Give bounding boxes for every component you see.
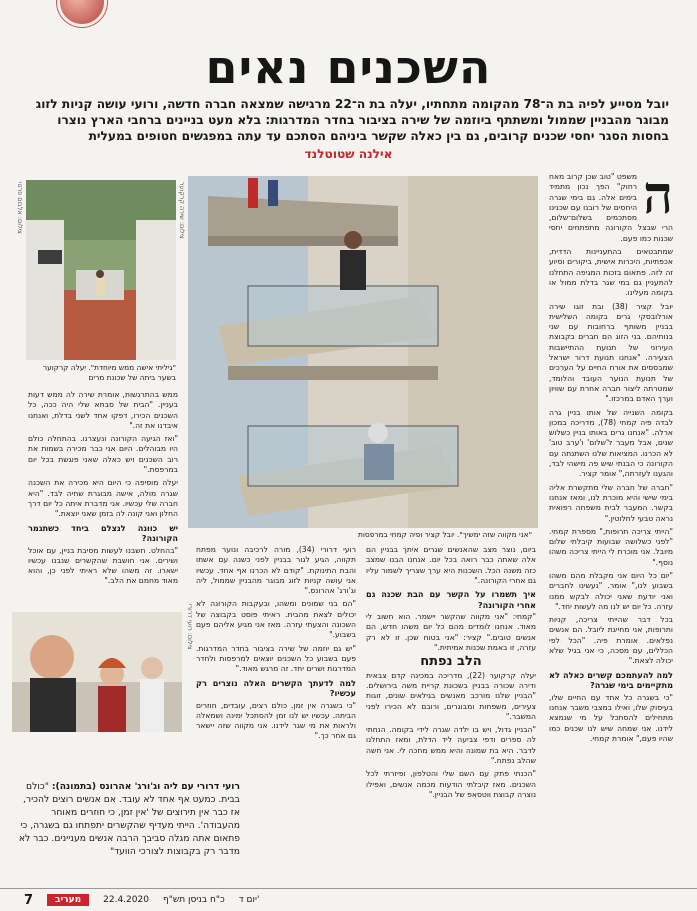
paragraph: "חברה של חברה שלי מתקשרת אליה בימי שישי והיא מוכרת לנו, ומאז אנחנו בקשר. המעבר לבית משפחה רפואית נראה טבעי לחלוטין." xyxy=(549,482,673,523)
headline: השכנים נאים xyxy=(205,40,492,94)
paragraph: "ואז הגיעה הקורונה ונעצרנו. בהתחלה כולם היו מבוהלים. היום אני כבר מכירה בשמות את רוב השכנים ויש כאלה שאני פוגשת בכל יום במרפסת." xyxy=(28,434,178,475)
article-column-3 xyxy=(28,390,178,590)
paragraph: יובל קציר (38) ובת זוגו שירה אורלובסקי גרים בקומה השלישית בבניין משותף ברחובות עם שני בנותיהם. בני הזוג הם חברים בקבוצת העירוני של תנועת ההתיישבות הצעירה. "אנחנו תנועת דרור ישראל שמבססים את אורח החיים על הערכים של תנועת הנוער העובד והלומד, שמטרתה ליצור חברה אחרת עם שוויון וערך האדם במרכזו." xyxy=(549,301,673,404)
deck-text: יובל מסייע לפיה בת ה־78 מהקומה מתחתיו, יעלה בת ה־22 מרגישה שמצאה חברה חדשה, ורועי עושה קניות לזוג מבוגר מהבניין שממול ומשתתף ביוזמה של שירה בציבור בחדר המדרגות: בלא מעט בניינים ברחבי הארץ נוצרו בחסות הסגר יחסי שכנים קרובים, גם בין כאלה שקשר ביניהם הסתכם עד עתה במפגשים חטופים במעלית xyxy=(35,97,669,143)
subheading: למה להעתמכם קשרים כאלה לא מתקיימים בימי שגרה? xyxy=(549,669,673,691)
paragraph: רועי דרורי (34), מורה לרכיבה ונוער מפתח תקווה, הגיע לגור בבניין לפני כשנה עם אשתו והבת התינוקת. "קודם לא הכרנו אף אחד. עכשיו אני עושה קניות לזוג מבוגר מהבניין שממול, ליה וג'ורג' אהרונס." xyxy=(196,545,356,596)
paragraph: משפט "טוב שכן קרוב מאח רחוק" הפך נכון מתמיד בימים אלה. גם בימי שגרה היחסים של רובנו עם שכנינו מסתכמים בשלום־שלום, הרי שבצל הקורונה מתפתחים יחסי שכנות כמו פעם. xyxy=(549,172,673,243)
yaela-photo xyxy=(26,180,176,360)
deck xyxy=(28,96,669,162)
paragraph: "הייתי צריכה תרופות," מספרת קמחי. "לפני כשלושה שבועות קיבלתי שלום מיובל. אני מוכרת לי הייתי צריכה משהו נוסף." xyxy=(549,526,673,567)
paragraph: "הם בני שמונים ומשהו, ובעקבות הקורונה לא יכולים לצאת מהבית. ראיתי פוסט בקבוצה של השכונה והצעתי עזרה. מאז אני מגיע אליהם פעם בשבוע." xyxy=(196,599,356,640)
paragraph: "בהחלט. חשבנו לעשות מסיבת בניין, עם אוכל ושירים. אני חושבת שהקשרים שנבנו עכשיו ישארו. זה משהו שלא ראיתי לפני כן, והוא מאוד מחמם את הלב." xyxy=(28,545,178,586)
pull-quote xyxy=(12,780,240,858)
subheading: יש כוונה לנצלם ביחד כשתגמר הקורונה? xyxy=(28,522,178,544)
section-heading: הלב נפתח xyxy=(420,654,482,670)
byline: אילנה שטוטלנד xyxy=(304,147,393,161)
paragraph: "כי בשגרה אין זמן. כולם רצים, עובדים, חוזרים הביתה. עכשיו יש לנו זמן להסתכל ימינה ושמאלה ולראות את מי שגר לידנו. אני מקווה שזה יישאר גם אחר כך." xyxy=(196,700,356,741)
paragraph: ביום, נוצר מצב שהאנשים שגרים איתך בבניין הם אלה שאתה כבר רואה בכל יום. אנחנו הבנו שמצב כזה משנה הכל. השכנות היא ערך שצריך לשמור עליו גם אחרי הקורונה." xyxy=(366,545,536,585)
article-column-1 xyxy=(549,165,674,743)
balcony-photo xyxy=(188,176,538,528)
subheading: איך תשמרו על הקשר עם הבת שכנה גם אחרי הקורונה? xyxy=(366,589,536,610)
paragraph: "הבניין גדול, ויש בו ילדה שגרה לידי בקומה. הנחתי לה ספרים ודפי צביעה ליד הדלת, ומאז התחלנו לדבר. היא בת שמונה והיא ממש מחכה לי. אני חשה שהלב נפתח." xyxy=(366,725,536,766)
pull-quote-lead: רועי דרורי עם ליה וג'ורג' אהרונס (בתמונה): xyxy=(51,781,240,792)
roi-photo xyxy=(12,612,182,732)
page-number: 7 xyxy=(24,892,34,908)
corona-virus-icon xyxy=(60,0,104,24)
paragraph: "הכנתי פתק עם השם שלי והטלפון, ופיזרתי לכל השכנים. מאז קיבלתי הודעות מכמה אנשים, ואפילו נוצרה קבוצת ווטסאפ של הבניין." xyxy=(366,769,536,799)
photo-credit: צילום: שירה קרקוער xyxy=(178,182,186,239)
paragraph: ממש בהתרגשות, אומרת שירה לה ממש דעות בעניין. "הבית של סבתא שלי היה ככה, כל השכנים הכירו, דפקו אחד לשני בדלת, ואנחנו איבדנו את זה." xyxy=(28,390,178,430)
paragraph: "יש גם יוזמה של שירה בציבור בחדר המדרגות. פעם בשבוע כל השכנים יוצאים למרפסות ולחדר המדרגות ושרים יחד. זה מרגש מאוד." xyxy=(196,643,356,674)
photo-credit: צילום: אלבום פרטי xyxy=(16,182,24,234)
photo-caption: "אני מקווה שזה ימשיך". יובל קציר ופיה קמחי במרפסות xyxy=(358,530,532,539)
photo-caption: "גיליתי אישה ממש מיוחדת". יעלה קרקוער בשער ביתה של שכונת מרים xyxy=(42,363,176,382)
dropcap: ה xyxy=(643,165,673,226)
footer-hebdate: כ"ח בניסן תש"ף xyxy=(162,895,225,905)
article-column-2 xyxy=(366,545,536,865)
balcony-photo-illustration xyxy=(188,176,538,528)
pull-quote-text: "כולם בבית. כמעט אף אחד לא עובד. אם אנשים רוצים להכיר, אז כבר אין תירוצים של 'אין זמן, כי חוזרים מאוחר מהעבודה'. הייתי מעדיף שהקשרים יתפתחו גם בשגרה, כי פתאום אתה מגלה סביבך הרבה אנשים מעניינים. כבר לא מדבר רק בקבוצות לצורכי הוועד" xyxy=(18,781,240,857)
yaela-photo-illustration xyxy=(26,180,176,360)
paragraph: "כי בשגרה כל אחד עם החיים שלו, בעיסוק שלו, ואילו במצבי משבר אנחנו מתחילים להסתכל על מי שנמצא לידנו. אני שמחה שיש לנו שכנים כמו שהיו פעם," אומרת קמחי. xyxy=(549,692,673,743)
photo-credit: צילום: רועי דרורי xyxy=(186,604,194,650)
paragraph: "קמחי: "אני מקווה שהקשר יישמר. הוא חשוב לי מאוד. אנחנו לומדים מהם כל יום משהו חדש, הם אנשים טובים." קציר: "אני בטוח שכן. זו לא רק עזרה, זו באמת שכנות אמיתית." xyxy=(366,612,536,653)
footer-date: 22.4.2020 xyxy=(103,895,149,905)
paragraph: "יום כל היום אני מקבלת מהם משהו בשבוע לנו," אומר. "נעשינו לחברים ואני יודעת שאני יכולה לבקש ממנו עזרה. כל יום יש לנו מה לעשות יחד." xyxy=(549,570,673,611)
paragraph: יעלה קרקוער (22), מדריכה במכינה קדם צבאית ודירה שכורה בבניין בשכונת קריית משה בירושלים. "הבניין שלנו מורכב מאנשים בגילאים שונים, זוגות צעירים, משפחות ומבוגרים, ורובם לא הכירו לפני המשבר." xyxy=(366,670,536,721)
paragraph: שמתבטאים בהתעניינות הדדית, אכפתיות, היכרות אישית, ביקורים וסיוע זה לזה. פתאום בזכות המגיפה התחלנו להתעניין גם במי שגר בדלת ממול או בקומה מעלינו. xyxy=(549,247,673,298)
brand-logo: מעריב xyxy=(47,894,89,906)
page-footer xyxy=(0,888,697,911)
paragraph: בקומה השנייה של אותו בניין גרה לבדה פיה קמחי (78), מדריכה במכון ארלה. "אנחנו גרים באותו בניין כשלוש שנים, אבל מעבר ל'שלום' ו'ערב טוב' לא הכרנו. המציאות שלנו השתנתה עם הקורונה כי הבנתי שיש פה מישהי לבד, והגענו לעזרתה," אומר קציר. xyxy=(549,407,674,479)
subheading: למה לדעתך הקשרים האלה נוצרים רק עכשיו? xyxy=(196,677,356,699)
paragraph: בכל דבר שהייתי צריכה, קניות ותרופות, אני מחייגת ליובל. הם אנשים נפלאים. אומרת פיה. "הכל לפי הכללים, עם מסכה, כי אני בגיל שלא יכולה לצאת." xyxy=(549,615,673,666)
paragraph: יעלה מוסיפה כי היום היא מכירה את השכנה שגרה מולה, אישה מבוגרת שחיה לבד. "היא חברה שלי עכשיו. אני מדברת איתה כל יום דרך החלון ואני קונה לה בזמן שאני יוצאת." xyxy=(28,478,178,519)
footer-day: יום ד' xyxy=(238,895,260,905)
roi-photo-illustration xyxy=(12,612,182,732)
